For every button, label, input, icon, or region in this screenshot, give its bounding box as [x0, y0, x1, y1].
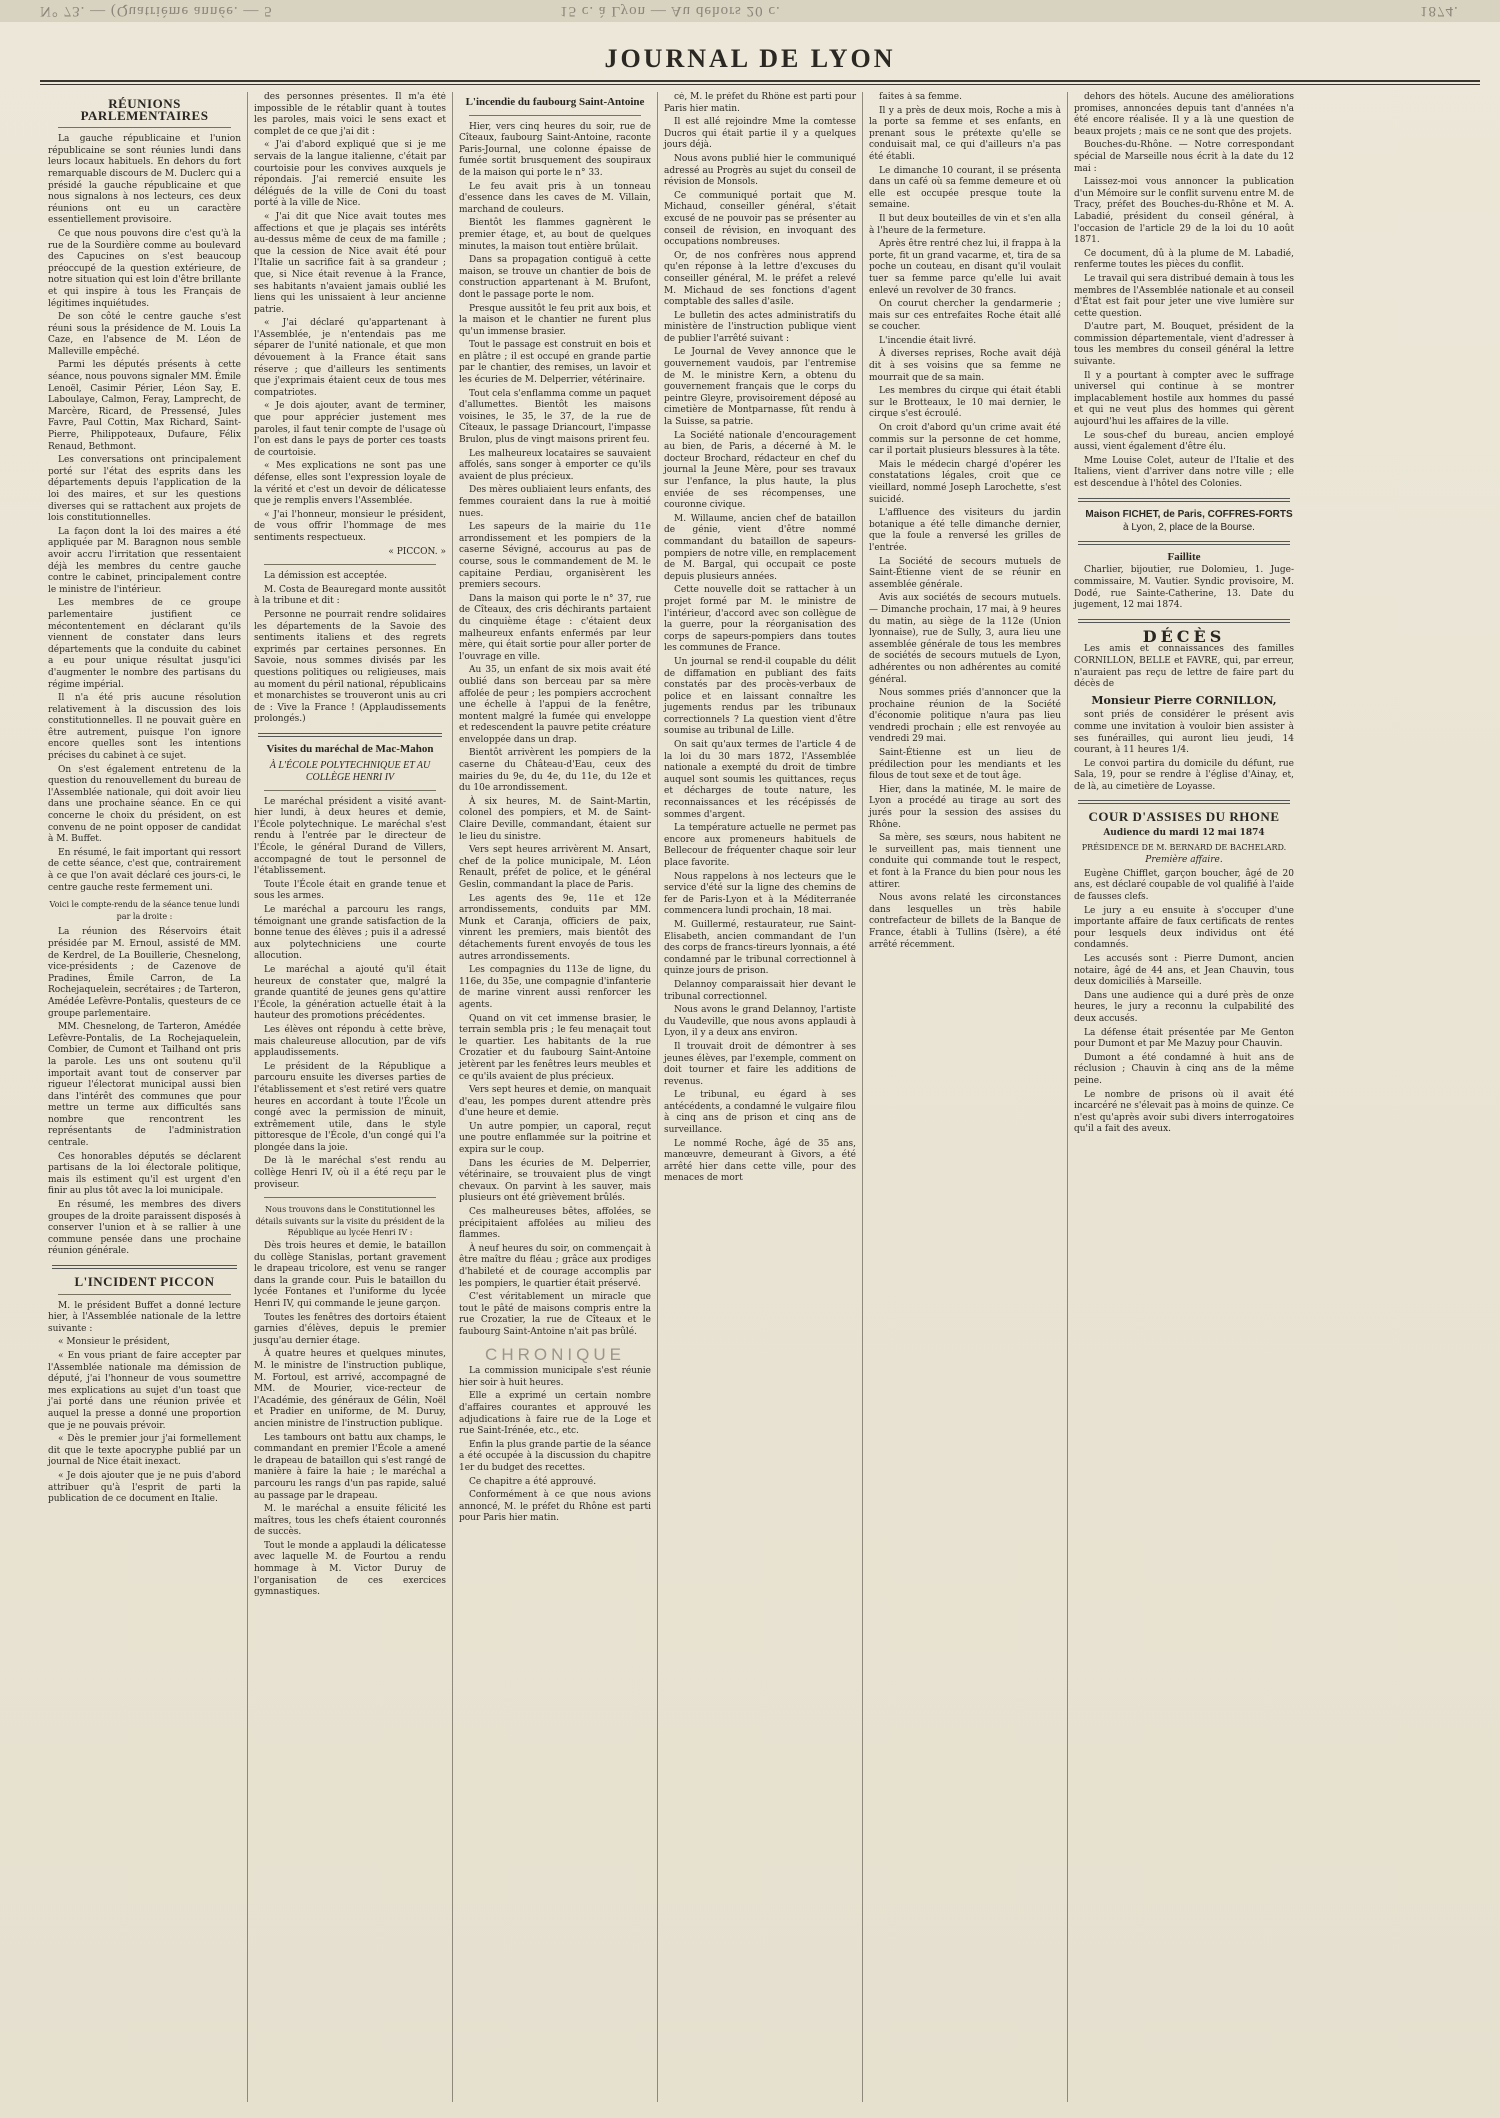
paragraph: Presque aussitôt le feu prit aux bois, et la maison et le chantier ne furent plus qu'un immense brasier.: [459, 303, 651, 337]
paragraph: « Monsieur le président,: [58, 1337, 170, 1348]
paragraph: Delannoy comparaissait hier devant le tribunal correctionnel.: [664, 979, 856, 1002]
paragraph: À six heures, M. de Saint-Martin, colonel des pompiers, et M. de Saint-Claire Deville, commandant, étaient sur le lieu du sinistre.: [459, 796, 651, 842]
deces-name: Monsieur Pierre CORNILLON,: [1091, 693, 1277, 707]
masthead-rule: [40, 80, 1480, 82]
paragraph: Bientôt arrivèrent les pompiers de la caserne du Château-d'Eau, ceux des mairies du 9e, du 4e, du 11e, du 12e et du 10e arrondissement.: [459, 748, 651, 794]
separator: [258, 733, 442, 737]
separator: [264, 1197, 436, 1198]
section-chronique: CHRONIQUE: [485, 1344, 625, 1364]
cour-affaire: Première affaire.: [1145, 855, 1223, 866]
paragraph: Vers sept heures et demie, on manquait d'eau, les pompes durent attendre près d'une heure et demie.: [459, 1085, 651, 1119]
paragraph: « J'ai dit que Nice avait toutes mes affections et que je plaçais ses intérêts au-dessus même de ceux de ma famille ; que la cession de Nice avait été pour l'Italie un sacrifice fait à sa grandeur ; que, si Nice était revenue à la France, ses habitants n'avaient jamais oublié les liens qui les unissaient à leur ancienne patrie.: [254, 211, 446, 315]
paragraph: D'autre part, M. Bouquet, président de la commission départementale, vient d'adresser à tous les membres du conseil général la lettre suivante.: [1074, 322, 1294, 368]
paragraph: Les élèves ont répondu à cette brève, mais chaleureuse allocution, par de vifs applaudissements.: [254, 1024, 446, 1059]
column-6: [1067, 92, 1300, 2102]
paragraph: Hier, dans la matinée, M. le maire de Lyon a procédé au tirage au sort des jurés pour la session des assises du Rhône.: [869, 784, 1061, 830]
article-cour-assises: [1074, 869, 1294, 1136]
separator: [1078, 498, 1290, 502]
paragraph: Après être rentré chez lui, il frappa à la porte, fit un grand vacarme, et, tira de sa poche un couteau, en disant qu'il voulait tuer sa femme parce qu'elle lui avait enlevé un revolver de 30 francs.: [869, 239, 1061, 296]
paragraph: MM. Chesnelong, de Tarteron, Amédée Lefèvre-Pontalis, de La Rochejaquelein, Combier, de Cumont et Tailhand ont pris la parole. Les uns ont soutenu qu'il importait avant tout de conserver par rigueur l'électorat municipal aussi bien dans l'intérêt des communes que pour mettre un terme aux difficultés sans nombre que rencontrent les représentants de l'administration centrale.: [48, 1022, 241, 1149]
column-4: [657, 92, 862, 2102]
paragraph: Il trouvait droit de démontrer à ses jeunes élèves, par l'exemple, comment on doit tourner et faire les additions de revenus.: [664, 1041, 856, 1087]
article-mac-mahon: [254, 797, 446, 1192]
paragraph: Tout le monde a applaudi la délicatesse avec laquelle M. de Fourtou a rendu hommage à M. Victor Duruy de l'organisation de ces exercices gymnastiques.: [254, 1540, 446, 1598]
paragraph: Parmi les députés présents à cette séance, nous pouvons signaler MM. Émile Lenoël, Casimir Périer, Léon Say, E. Laboulaye, Calmon, Feray, Lamprecht, de Marcère, Ricard, de Pressensé, Jules Favre, Paul Cottin, Max Richard, Saint-Pierre, Philippoteaux, Dufaure, Félix Renaud, Bethmont.: [48, 360, 241, 452]
paragraph: Au 35, un enfant de six mois avait été oublié dans son berceau par sa mère affolée de peur ; les pompiers accrochent une échelle à l'appui de la fenêtre, montent malgré la fumée qui enveloppe et redescendent la pauvre petite créature enveloppée dans un drap.: [459, 665, 651, 745]
paragraph: « Mes explications ne sont pas une défense, elles sont l'expression loyale de la vérité et c'est un devoir de délicatesse que je remplis envers l'Assemblée.: [254, 461, 446, 507]
subheadline-mac-mahon: À L'ÉCOLE POLYTECHNIQUE ET AU COLLÈGE HENRI IV: [269, 760, 431, 784]
separator: [1078, 800, 1290, 804]
separator: [264, 564, 436, 565]
article-incendie: [459, 122, 651, 1339]
paragraph: La façon dont la loi des maires a été appliquée par M. Baragnon nous semble avoir accru l'irritation que ressentaient déjà les membres du centre gauche contre le cabinet, principalement contre le ministre de l'intérieur.: [48, 526, 241, 595]
cour-presidence: PRÉSIDENCE DE M. BERNARD DE BACHELARD.: [1081, 842, 1287, 852]
article-piccon-cont: [254, 92, 446, 545]
paragraph: La défense était présentée par Me Genton pour Dumont et par Me Mazuy pour Chauvin.: [1074, 1027, 1294, 1050]
headline-incident-piccon: L'INCIDENT PICCON: [74, 1274, 215, 1289]
paragraph: Hier, vers cinq heures du soir, rue de Cîteaux, faubourg Saint-Antoine, raconte Paris-Journal, une colonne épaisse de fumée sortit brusquement des soupiraux de la maison qui porte le n° 33.: [459, 121, 651, 178]
paragraph: Vers sept heures arrivèrent M. Ansart, chef de la police municipale, M. Léon Renault, préfet de police, et le général Geslin, commandant la place de Paris.: [459, 845, 651, 890]
paragraph: Les sapeurs de la mairie du 11e arrondissement et les pompiers de la caserne Sévigné, accourus au pas de course, sous le commandement de M. le capitaine Perdiau, organisèrent les premiers secours.: [459, 522, 651, 591]
paragraph: Tout le passage est construit en bois et en plâtre ; il est occupé en grande partie par le chantier, des remises, un lavoir et les écuries de M. Delperrier, vétérinaire.: [459, 340, 651, 386]
paragraph: Conformément à ce que nous avions annoncé, M. le préfet du Rhône est parti pour Paris hier matin.: [459, 1490, 651, 1524]
paragraph: Nous avons le grand Delannoy, l'artiste du Vaudeville, que nous avons applaudi à Lyon, il y a deux ans environ.: [664, 1005, 856, 1039]
paragraph: Ces honorables députés se déclarent partisans de la loi électorale politique, mais ils estiment qu'il est urgent d'en finir au plus tôt avec la loi municipale.: [48, 1151, 241, 1197]
paragraph: À quatre heures et quelques minutes, M. le ministre de l'instruction publique, M. Fortoul, est arrivé, accompagné de MM. de Mourier, vice-recteur de l'Académie, des généraux de Gélin, Noël et Pradier en uniforme, de M. Duruy, ancien ministre de l'instruction publique.: [254, 1349, 446, 1429]
paragraph: Mais le médecin chargé d'opérer les constatations légales, croit que ce vieillard, nommé Joseph Larochette, s'est suicidé.: [869, 459, 1061, 505]
paragraph: En résumé, les membres des divers groupes de la droite paraissent disposés à conserver l'union et à se rallier à une commune pensée dans une prochaine réunion générale.: [48, 1200, 241, 1257]
paragraph: Tout cela s'enflamma comme un paquet d'allumettes. Bientôt les maisons voisines, le 35, le 37, de la rue de Cîteaux, le passage Driancourt, l'impasse Brulon, plus de vingt maisons prirent feu.: [459, 388, 651, 446]
paragraph: Le bulletin des actes administratifs du ministère de l'instruction publique vient de publier l'arrêté suivant :: [664, 310, 856, 344]
paragraph: Il y a près de deux mois, Roche a mis à la porte sa femme et ses enfants, en prenant sous le prétexte qu'elle se conduisait mal, ce qui d'ailleurs n'a pas été établi.: [869, 105, 1061, 162]
paragraph: La commission municipale s'est réunie hier soir à huit heures.: [459, 1366, 651, 1388]
paragraph: Ce communiqué portait que M. Michaud, conseiller général, s'était excusé de ne pouvoir pas se présenter au conseil de révision, en invoquant des occupations nombreuses.: [664, 190, 856, 248]
column-3: [452, 92, 657, 2102]
paragraph: Ce que nous pouvons dire c'est qu'à la rue de la Sourdière comme au boulevard des Capucines on s'est beaucoup préoccupé de la question extérieure, de notre situation qui est loin d'être brillante et qui inspire à tous les Français de légitimes inquiétudes.: [48, 228, 241, 309]
paragraph: Elle a exprimé un certain nombre d'affaires courantes et approuvé les adjudications à faire rue de la Loge et rue Saint-Irénée, etc., etc.: [459, 1391, 651, 1437]
paragraph: « Je dois ajouter, avant de terminer, que pour apprécier justement mes paroles, il faut tenir compte de l'usage où l'on est dans le pays de porter ces toasts de courtoisie.: [254, 401, 446, 458]
faillite-text: Charlier, bijoutier, rue Dolomieu, 1. Juge-commissaire, M. Vautier. Syndic provisoire, M. Dodé, rue Sainte-Catherine, 13. Date du jugement, 12 mai 1874.: [1074, 565, 1294, 611]
paragraph: On s'est également entretenu de la question du renouvellement du bureau de l'Assemblée nationale, qui doit avoir lieu dans une prochaine séance. En ce qui concerne le choix du président, on est convenu de ne point opposer de candidat à M. Buffet.: [48, 764, 241, 845]
masthead-rule-thin: [40, 84, 1480, 85]
deces-text-3: Le convoi partira du domicile du défunt, rue Sala, 19, pour se rendre à l'église d'Ainay, et, de là, au cimetière de Loyasse.: [1074, 758, 1294, 792]
paragraph: Le dimanche 10 courant, il se présenta dans un café où sa femme demeure et où elle est occupée presque toute la semaine.: [869, 165, 1061, 211]
headline-faillite: Faillite: [1167, 550, 1201, 563]
paragraph: M. Willaume, ancien chef de bataillon de génie, vient d'être nommé commandant du bataillon de sapeurs-pompiers de notre ville, en remplacement de M. Bargal, qui occupait ce poste depuis plusieurs années.: [664, 513, 856, 582]
paragraph: Le travail qui sera distribué demain à tous les membres de l'Assemblée nationale et au conseil d'État est fait pour jeter une vive lumière sur cette question.: [1074, 273, 1294, 319]
paragraph: « J'ai l'honneur, monsieur le président, de vous offrir l'hommage de mes sentiments respectueux.: [254, 509, 446, 543]
paragraph: Des mères oubliaient leurs enfants, des femmes couraient dans la rue à moitié nues.: [459, 485, 651, 519]
paragraph: La gauche républicaine et l'union républicaine se sont réunies lundi dans leurs locaux habituels. En dehors du fort remarquable discours de M. Duclerc qui a présidé la gauche républicaine et que nous signalons à nos lecteurs, ces deux réunions ont eu un caractère essentiellement provisoire.: [48, 134, 241, 226]
paragraph: La démission est acceptée.: [264, 571, 387, 582]
paragraph: La Société de secours mutuels de Saint-Étienne vient de se réunir en assemblée générale.: [869, 556, 1061, 590]
paragraph: M. le maréchal a ensuite félicité les maîtres, tous les chefs étaient couronnés de succès.: [254, 1504, 446, 1538]
paragraph: des personnes présentes. Il m'a été impossible de le rétablir quant à toutes les paroles, mais voici le sens exact et complet de ce que j'ai dit :: [254, 92, 446, 137]
paragraph: Avis aux sociétés de secours mutuels. — Dimanche prochain, 17 mai, à 9 heures du matin, au siège de la 112e (Union lyonnaise), rue de Sully, 3, aura lieu une assemblée générale de tous les membres de sociétés de secours mutuels de Lyon, adhérentes ou non adhérentes au comité général.: [869, 593, 1061, 685]
paragraph: Dès trois heures et demie, le bataillon du collège Stanislas, portant gravement le drapeau tricolore, est venu se ranger dans la grande cour. Puis le bataillon du lycée Fontanes et l'uniforme du lycée Henri IV, qui commande le jeune garçon.: [254, 1241, 446, 1309]
paragraph: Le maréchal président a visité avant-hier lundi, à deux heures et demie, l'École polytechnique. Le maréchal s'est rendu à l'entrée par le directeur de l'École, le général Durand de Villers, accompagné de tout le personnel de l'établissement.: [254, 796, 446, 877]
paragraph: Ce document, dû à la plume de M. Labadié, renferme toutes les pièces du conflit.: [1074, 248, 1294, 271]
paragraph: Le tribunal, eu égard à ses antécédents, a condamné le vulgaire filou à cinq ans de prison et cinq ans de surveillance.: [664, 1090, 856, 1136]
paragraph: Bientôt les flammes gagnèrent le premier étage, et, au bout de quelques minutes, la maison tout entière brûlait.: [459, 218, 651, 252]
paragraph: À diverses reprises, Roche avait déjà dit à ses voisins que sa femme ne mourrait que de sa main.: [869, 349, 1061, 383]
separator: [58, 1294, 231, 1295]
paragraph: Dans sa propagation contiguë à cette maison, se trouve un chantier de bois de construction appartenant à M. Brufont, dont le passage porte le nom.: [459, 255, 651, 300]
paragraph: Dans une audience qui a duré près de onze heures, le jury a reconnu la culpabilité des deux accusés.: [1074, 990, 1294, 1024]
paragraph: Toutes les fenêtres des dortoirs étaient garnies d'élèves, depuis le premier jusqu'au dernier étage.: [254, 1312, 446, 1346]
paragraph: Laissez-moi vous annoncer la publication d'un Mémoire sur le conflit survenu entre M. de Tracy, préfet des Bouches-du-Rhône et M. A. Labadié, président du conseil général, à l'occasion de l'article 29 de la loi du 10 août 1871.: [1074, 177, 1294, 246]
separator: [1078, 619, 1290, 623]
paragraph: Toute l'École était en grande tenue et sous les armes.: [254, 879, 446, 902]
paragraph: Nous avons publié hier le communiqué adressé au Progrès au sujet du conseil de révision de Monsols.: [664, 153, 856, 188]
signature-piccon: « PICCON. »: [388, 546, 446, 557]
paragraph: Nous sommes priés d'annoncer que la prochaine réunion de la Société d'économie politique n'aura pas lieu vendredi prochain ; elle est renvoyée au vendredi 29 mai.: [869, 688, 1061, 745]
paragraph: M. Costa de Beauregard monte aussitôt à la tribune et dit :: [254, 584, 446, 607]
paragraph: Or, de nos confrères nous apprend qu'en réponse à la lettre d'excuses du conseiller général, M. le préfet a relevé M. Michaud de ses fonctions d'agent comptable des salles d'asile.: [664, 250, 856, 308]
paragraph: Les agents des 9e, 11e et 12e arrondissements, conduits par MM. Munk et Caranja, officiers de paix, vinrent les premiers, mais bientôt des détachements furent envoyés de tous les autres arrondissements.: [459, 893, 651, 962]
paragraph: Mme Louise Colet, auteur de l'Italie et des Italiens, vient d'arriver dans notre ville ; elle est descendue à l'hôtel des Colonies.: [1074, 455, 1294, 489]
paragraph: On sait qu'aux termes de l'article 4 de la loi du 30 mars 1872, l'Assemblée nationale a exempté du droit de timbre auquel sont soumis les quittances, reçus et décharges de toute nature, les reconnaissances et les récépissés de sommes d'argent.: [664, 740, 856, 820]
paragraph: Le maréchal a ajouté qu'il était heureux de constater que, malgré la grande quantité de jeunes gens qu'attire l'École, la génération actuelle était à la hauteur des promotions précédentes.: [254, 964, 446, 1022]
paragraph: Le maréchal a parcouru les rangs, témoignant une grande satisfaction de la bonne tenue des élèves ; puis il a adressé aux polytechniciens une courte allocution.: [254, 905, 446, 962]
paragraph: Bouches-du-Rhône. — Notre correspondant spécial de Marseille nous écrit à la date du 12 mai :: [1074, 140, 1294, 174]
paragraph: Personne ne pourrait rendre solidaires les départements de la Savoie des sentiments italiens et des regrets exprimés par certaines personnes. En Savoie, nous sommes divisés par les questions politiques ou religieuses, mais au moment du péril national, républicains et monarchistes se trouveront unis au cri de : Vive la France ! (Applaudissements prolongés.): [254, 609, 446, 725]
paragraph: Il n'a été pris aucune résolution relativement à la discussion des lois constitutionnelles. Il ne pouvait guère en être autrement, puisque l'on ignore encore quelles sont les intentions précises du cabinet à ce sujet.: [48, 693, 241, 762]
paragraph: Quand on vit cet immense brasier, le terrain sembla pris ; le feu menaçait tout le quartier. Les habitants de la rue Crozatier et du faubourg Saint-Antoine jetèrent par les fenêtres leurs meubles et ce qu'ils avaient de plus précieux.: [459, 1013, 651, 1082]
paragraph: Les membres de ce groupe parlementaire justifient ce mécontentement en déclarant qu'ils viennent de constater dans leurs départements que la conduite du cabinet a eu pour unique résultat jusqu'ici d'augmenter le nombre des partisans du régime impérial.: [48, 598, 241, 690]
article-piccon: [48, 1301, 241, 1506]
paragraph: Le jury a eu ensuite à s'occuper d'une importante affaire de faux certificats de rentes pour lesquels deux individus ont été condamnés.: [1074, 905, 1294, 951]
paragraph: Nous avons relaté les circonstances dans lesquelles un très habile contrefacteur de billets de la Banque de France, établi à Tullins (Isère), a été arrêté récemment.: [869, 893, 1061, 950]
paragraph: Le président de la République a parcouru ensuite les diverses parties de l'établissement et s'est retiré vers quatre heures en accordant à toute l'École un congé avec la permission de minuit, extrêmement utile, dans le style pittoresque de l'École, d'un congé qui l'a plongée dans la joie.: [254, 1061, 446, 1153]
headline-incendie: L'incendie du faubourg Saint-Antoine: [465, 96, 645, 108]
paragraph: Les compagnies du 113e de ligne, du 116e, du 35e, une compagnie d'infanterie de marine vinrent aussi renforcer les agents.: [459, 965, 651, 1010]
paragraph: Un autre pompier, un caporal, reçut une poutre enflammée sur la poitrine et expira sur le coup.: [459, 1121, 651, 1156]
paragraph: Les accusés sont : Pierre Dumont, ancien notaire, âgé de 44 ans, et Jean Chauvin, tous deux domiciliés à Marseille.: [1074, 954, 1294, 988]
article-demission: [254, 571, 446, 726]
paragraph: « Je dois ajouter que je ne puis d'abord attribuer qu'à l'esprit de parti la publication de ce document en Italie.: [48, 1470, 241, 1505]
paragraph: Il y a pourtant à compter avec le suffrage universel qui continue à se montrer implacablement hostile aux hommes du passé et qui ne veut plus des hommes qui gèrent aujourd'hui les affaires de la ville.: [1074, 370, 1294, 428]
headline-cour-assises: COUR D'ASSISES DU RHONE: [1088, 809, 1280, 825]
masthead: JOURNAL DE LYON: [604, 44, 896, 73]
paragraph: Il but deux bouteilles de vin et s'en alla à l'heure de la fermeture.: [869, 213, 1061, 236]
paragraph: M. le président Buffet a donné lecture hier, à l'Assemblée nationale de la lettre suivante :: [48, 1300, 241, 1334]
paragraph: Un journal se rend-il coupable du délit de diffamation en publiant des faits constatés par des procès-verbaux de police et en laissant connaître les jugements rendus par les tribunaux correctionnels ? La question vient d'être soumise au tribunal de Lille.: [664, 656, 856, 737]
paragraph: Les tambours ont battu aux champs, le commandant en premier l'École a amené le drapeau de bataillon qui s'est rangé de manière à faire la haie ; le maréchal a parcouru les rangs d'un pas rapide, salué au passage par le drapeau.: [254, 1432, 446, 1501]
ad-fichet-address: à Lyon, 2, place de la Bourse.: [1123, 522, 1255, 534]
paragraph: Le nombre de prisons où il avait été incarcéré ne s'élevait pas à moins de quinze. Ce n'est qu'après avoir subi divers interrogatoires qu'il a fait des aveux.: [1074, 1089, 1294, 1135]
paragraph: La réunion des Réservoirs était présidée par M. Ernoul, assisté de MM. de Kerdrel, de La Bouillerie, Chesnelong, vice-présidents ; de Cazenove de Pradines, Émile Carron, de La Rochejaquelein, secrétaires ; de Tarteron, Amédée Lefèvre-Pontalis, questeurs de ce groupe parlementaire.: [48, 927, 241, 1019]
paragraph: M. Guillermé, restaurateur, rue Saint-Elisabeth, ancien commandant de l'un des corps de francs-tireurs lyonnais, a été condamné par le tribunal correctionnel à quinze jours de prison.: [664, 919, 856, 977]
paragraph: Les conversations ont principalement porté sur l'état des esprits dans les départements depuis l'application de la loi des maires, et sur les questions diverses qui se rattachent aux projets de lois constitutionnelles.: [48, 455, 241, 524]
paragraph: Les membres du cirque qui était établi sur le Brotteaux, le 10 mai dernier, le cirque s'est écroulé.: [869, 386, 1061, 420]
paragraph: On courut chercher la gendarmerie ; mais sur ces entrefaites Roche était allé se coucher.: [869, 299, 1061, 333]
headline-deces: DÉCÈS: [1142, 626, 1226, 646]
paragraph: Enfin la plus grande partie de la séance a été occupée à la discussion du chapitre 1er du budget des recettes.: [459, 1439, 651, 1473]
cour-audience: Audience du mardi 12 mai 1874: [1103, 828, 1265, 839]
paragraph: Il est allé rejoindre Mme la comtesse Ducros qui était partie il y a quelques jours déjà.: [664, 117, 856, 151]
paragraph: dehors des hôtels. Aucune des améliorations promises, annoncées depuis tant d'années n'a été encore réalisée. Il y a là une question de beaux projets ; mais ce ne sont que des projets.: [1074, 92, 1294, 137]
paragraph: Le nommé Roche, âgé de 35 ans, manœuvre, demeurant à Givors, a été arrêté hier dans cette ville, pour des menaces de mort: [664, 1138, 856, 1184]
paragraph: La Société nationale d'encouragement au bien, de Paris, a décerné à M. le docteur Brochard, rédacteur en chef du journal la Jeune Mère, pour ses travaux sur l'enfance, la plus haute, la plus enviée de ses récompenses, une couronne civique.: [664, 430, 856, 511]
paragraph: À neuf heures du soir, on commençait à être maître du fléau ; grâce aux prodiges d'habileté et de courage accomplis par les pompiers, le quartier était préservé.: [459, 1243, 651, 1289]
headline-mac-mahon: Visites du maréchal de Mac-Mahon: [266, 742, 434, 755]
strip-right: 1874.: [1420, 3, 1459, 19]
article-droite: [48, 927, 241, 1258]
separator: [469, 115, 641, 116]
droite-intro: Voici le compte-rendu de la séance tenue lundi par la droite :: [49, 900, 240, 921]
strip-mid: 15 c. à Lyon — Au dehors 20 c.: [560, 3, 781, 19]
headline-reunions: RÉUNIONS PARLEMENTAIRES: [80, 96, 209, 123]
paragraph: Eugène Chifflet, garçon boucher, âgé de 20 ans, est déclaré coupable de vol qualifié à l'aide de fausses clefs.: [1074, 868, 1294, 903]
paragraph: C'est véritablement un miracle que tout le pâté de maisons compris entre la rue Crozatier, la rue de Cîteaux et le faubourg Saint-Antoine n'ait pas brûlé.: [459, 1292, 651, 1337]
paragraph: L'affluence des visiteurs du jardin botanique a été telle dimanche dernier, que la foule a renversé les grilles de l'entrée.: [869, 508, 1061, 553]
separator: [52, 1265, 237, 1269]
paragraph: Le Journal de Vevey annonce que le gouvernement vaudois, par l'entremise de M. le ministre Kern, a obtenu du gouvernement français que le corps du peintre Gleyre, provisoirement déposé au cimetière de Montparnasse, fût rendu à la Suisse, sa patrie.: [664, 347, 856, 428]
paragraph: Dans les écuries de M. Delperrier, vétérinaire, se trouvaient plus de vingt chevaux. On parvint à les sauver, mais plusieurs ont été grièvement brûlés.: [459, 1158, 651, 1204]
deces-text: Les amis et connaissances des familles CORNILLON, BELLE et FAVRE, qui, par erreur, n'auraient pas reçu de lettre de faire part du décès de: [1074, 644, 1294, 690]
column-1: [42, 92, 247, 2102]
paragraph: « En vous priant de faire accepter par l'Assemblée nationale ma démission de député, j'ai l'honneur de vous soumettre mes explications au sujet d'un toast que j'ai porté dans une réunion privée et auquel la presse a donné une proportion que je ne pouvais prévoir.: [48, 1350, 241, 1431]
deces-text-2: sont priés de considérer le présent avis comme une invitation à vouloir bien assister à ses funérailles, qui auront lieu jeudi, 14 courant, à 11 heures 1/4.: [1074, 710, 1294, 756]
separator: [264, 790, 436, 791]
paragraph: L'incendie était livré.: [879, 335, 977, 346]
paragraph: cé, M. le préfet du Rhône est parti pour Paris hier matin.: [664, 92, 856, 114]
paragraph: « J'ai déclaré qu'appartenant à l'Assemblée, je n'entendais pas me séparer de l'unité nationale, et que mon dévouement à la France était sans réserve ; que d'ailleurs les sentiments que j'exprimais étaient ceux de tous mes compatriotes.: [254, 318, 446, 398]
paragraph: faites à sa femme.: [879, 92, 962, 102]
paragraph: De son côté le centre gauche s'est réuni sous la présidence de M. Louis La Caze, en l'absence de M. Léon de Malleville empêché.: [48, 312, 241, 357]
paragraph: Saint-Étienne est un lieu de prédilection pour les mendiants et les filous de tout sexe et de tout âge.: [869, 748, 1061, 782]
separator: [58, 127, 231, 128]
column-5: [862, 92, 1067, 2102]
paragraph: Dumont a été condamné à huit ans de réclusion ; Chauvin à cinq ans de la même peine.: [1074, 1052, 1294, 1086]
chronique-cont: [664, 92, 856, 1185]
paragraph: Nous rappelons à nos lecteurs que le service d'été sur la ligne des chemins de fer de Paris-Lyon et à la Méditerranée commencera lundi prochain, 18 mai.: [664, 871, 856, 917]
paragraph: De là le maréchal s'est rendu au collège Henri IV, où il a été reçu par le proviseur.: [254, 1156, 446, 1190]
column-2: [247, 92, 452, 2102]
chronique-cont-2: [869, 92, 1061, 951]
ad-fichet: Maison FICHET, de Paris, COFFRES-FORTS: [1085, 508, 1293, 520]
separator: [1078, 541, 1290, 545]
paragraph: Dans la maison qui porte le n° 37, rue de Cîteaux, des cris déchirants partaient du cinquième étage : c'étaient deux malheureux enfants enfermés par leur mère, qui était sortie pour aller porter de l'ouvrage en ville.: [459, 593, 651, 662]
paragraph: On croit d'abord qu'un crime avait été commis sur la personne de cet homme, car il portait plusieurs blessures à la tête.: [869, 423, 1061, 457]
article-henri-iv: [254, 1241, 446, 1599]
article-chronique: [459, 1366, 651, 1525]
paragraph: Le sous-chef du bureau, ancien employé aussi, vient également d'être élu.: [1074, 430, 1294, 453]
columns: [42, 92, 1480, 2102]
paragraph: « Dès le premier jour j'ai formellement dit que le texte apocryphe publié par un journal de Nice était inexact.: [48, 1434, 241, 1468]
article-marseille: [1074, 92, 1294, 491]
paragraph: « J'ai d'abord expliqué que si je me servais de la langue italienne, c'était par courtoisie pour les convives auxquels je répondais. J'ai remercié ensuite les délégués de la ville de Coni du toast porté à la ville de Nice.: [254, 140, 446, 209]
paragraph: Les malheureux locataires se sauvaient affolés, sans songer à emporter ce qu'ils avaient de plus précieux.: [459, 448, 651, 482]
strip-left: N° 73. — (Quatrième année. — 5: [40, 3, 273, 19]
paragraph: Cette nouvelle doit se rattacher à un projet formé par M. le ministre de l'intérieur, d'accord avec son collègue de la guerre, pour la réorganisation des corps de sapeurs-pompiers dans toutes les communes de France.: [664, 585, 856, 654]
constitutionnel-intro: Nous trouvons dans le Constitutionnel les détails suivants sur la visite du président de la République au lycée Henri IV :: [255, 1205, 445, 1238]
bleed-through-strip: [0, 0, 1500, 22]
paragraph: Ce chapitre a été approuvé.: [469, 1476, 597, 1487]
paragraph: Sa mère, ses sœurs, nous habitent ne le surveillent pas, mais tiennent une conduite qui commande tout le respect, et font à la France du bien pour nous les attirer.: [869, 833, 1061, 890]
paragraph: La température actuelle ne permet pas encore aux promeneurs habituels de Bellecour de fréquenter chaque soir leur place favorite.: [664, 823, 856, 868]
paragraph: Ces malheureuses bêtes, affolées, se précipitaient affolées au milieu des flammes.: [459, 1207, 651, 1241]
paragraph: Le feu avait pris à un tonneau d'essence dans les caves de M. Villain, marchand de couleurs.: [459, 181, 651, 215]
paragraph: En résumé, le fait important qui ressort de cette séance, c'est que, contrairement à ce que l'on avait déclaré ces jours-ci, le centre gauche reste fermement uni.: [48, 847, 241, 893]
article-reunions: [48, 134, 241, 894]
